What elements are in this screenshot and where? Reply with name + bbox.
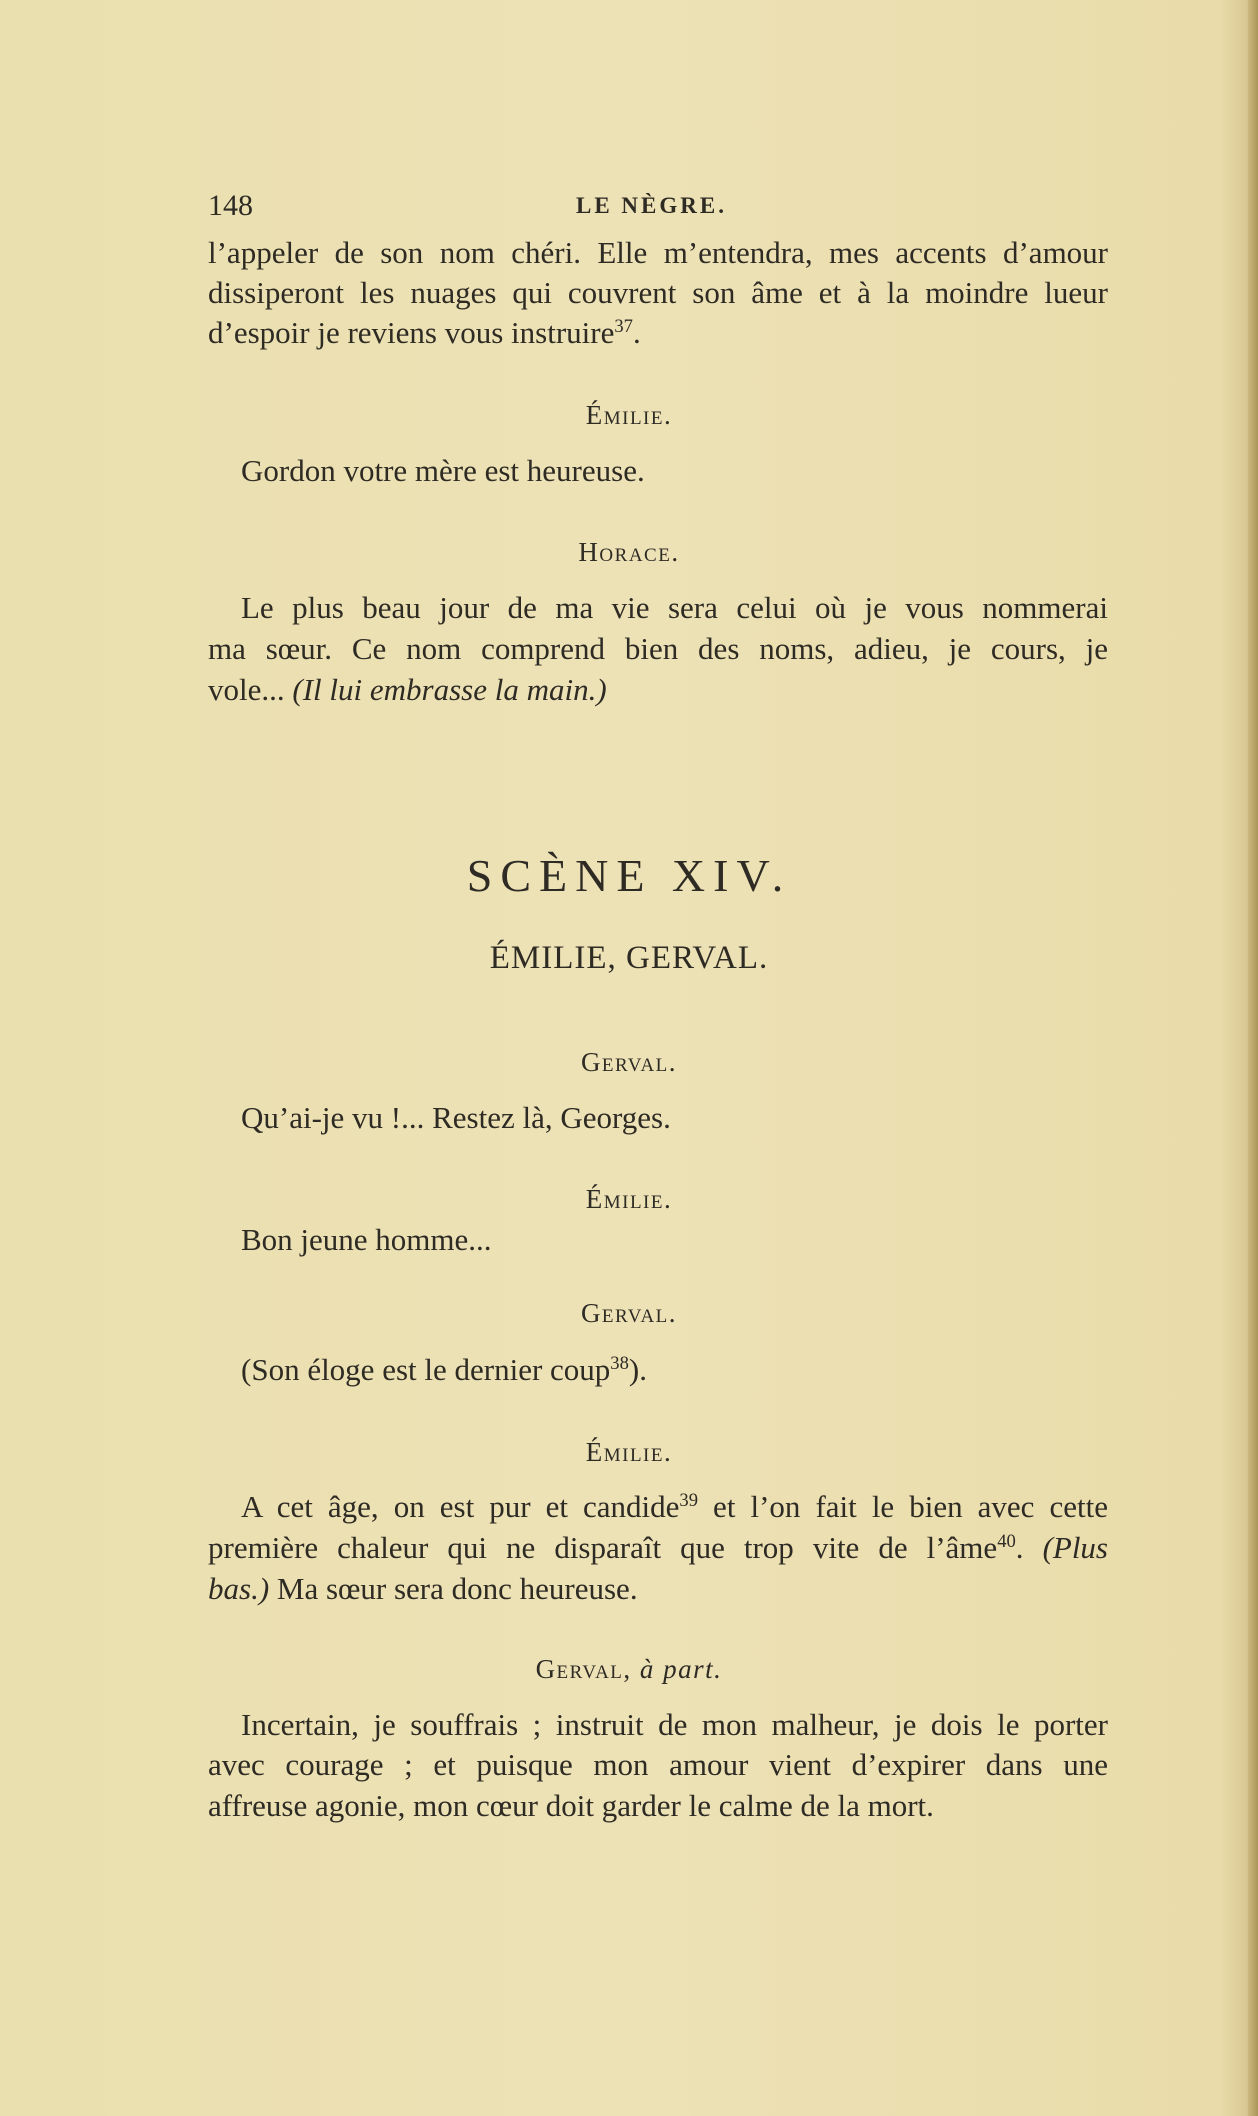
text-line: affreuse agonie, mon cœur doit garder le calme de la mort. [208, 1788, 934, 1823]
text-line: Le plus beau jour de ma vie sera celui où je vous nommerai [241, 590, 1108, 625]
stage-direction: (Plus [1042, 1530, 1108, 1565]
running-title: LE NÈGRE. [576, 193, 727, 218]
stage-direction: à part. [639, 1654, 723, 1684]
speaker-name: Gerval. [580, 1047, 678, 1077]
scene-characters: ÉMILIE, GERVAL. [489, 940, 769, 976]
text-line: Gordon votre mère est heureuse. [241, 453, 645, 488]
text-line: bas.) Ma sœur sera donc heureuse. [208, 1571, 638, 1606]
scene-title: SCÈNE XIV. [466, 850, 792, 901]
stage-direction: bas.) [208, 1571, 270, 1606]
text-line: première chaleur qui ne disparaît que trop vite de l’âme$^{40}$. (Plus [208, 1530, 1108, 1565]
text-line: Incertain, je souffrais ; instruit de mon malheur, je dois le porter [241, 1707, 1108, 1742]
speaker-name: Horace. [578, 537, 680, 567]
text-line: (Son éloge est le dernier coup$^{38}$). [241, 1352, 647, 1387]
text-line: Bon jeune homme... [241, 1222, 492, 1257]
speaker-name: Émilie. [585, 1437, 673, 1467]
footnote-ref: 37 [614, 315, 633, 337]
speaker-name: Gerval, à part. [535, 1654, 723, 1684]
text-line: avec courage ; et puisque mon amour vient d’expirer dans une [208, 1747, 1108, 1782]
text-line: l’appeler de son nom chéri. Elle m’entendra, mes accents d’amour [208, 235, 1108, 270]
speaker-name: Émilie. [585, 1184, 673, 1214]
speaker-name: Gerval. [580, 1298, 678, 1328]
page-number: 148 [208, 189, 253, 222]
speaker-name: Émilie. [585, 400, 673, 430]
stage-direction: (Il lui embrasse la main.) [292, 672, 607, 707]
text-line: ma sœur. Ce nom comprend bien des noms, adieu, je cours, je [208, 631, 1108, 666]
text-line: A cet âge, on est pur et candide$^{39}$ et l’on fait le bien avec cette [241, 1489, 1108, 1524]
text-line: vole... (Il lui embrasse la main.) [208, 672, 607, 707]
footnote-ref: 38 [610, 1352, 629, 1374]
text-line: Qu’ai-je vu !... Restez là, Georges. [241, 1100, 671, 1135]
footnote-ref: 40 [997, 1530, 1016, 1552]
text-line: d’espoir je reviens vous instruire$^{37}$. [208, 315, 641, 350]
running-header [208, 186, 1108, 226]
text-line: dissiperont les nuages qui couvrent son âme et à la moindre lueur [208, 275, 1108, 310]
footnote-ref: 39 [679, 1489, 699, 1511]
